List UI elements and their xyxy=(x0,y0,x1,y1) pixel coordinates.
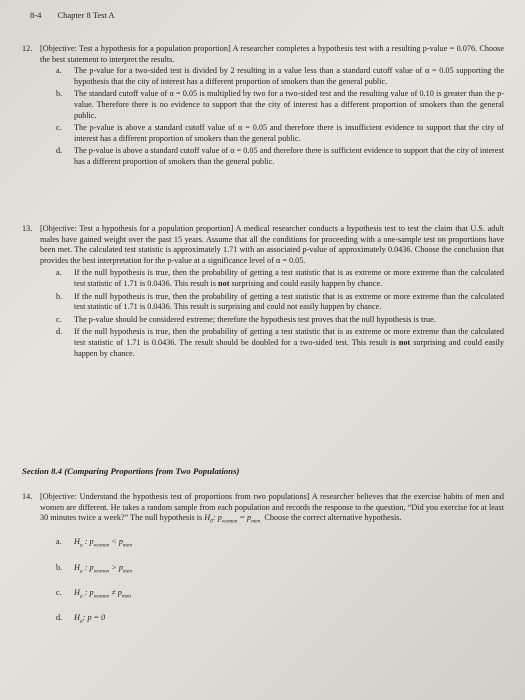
option-c[interactable]: c. The p-value should be considered extreme; therefore the hypothesis test proves that the null hypothesis is true. xyxy=(56,314,436,324)
option-d[interactable]: d. $H_a$: p = 0 xyxy=(56,613,106,625)
question-prompt: [Objective: Test a hypothesis for a population proportion] A medical researcher conducts a hypothesis test to test the claim that U.S. adult males have gained weight over the past 15 years. Assume that all the conditions for proceeding with a one-sample test on proportions have been met. The calculated test statistic is approximately 1.71 with an associated p-value of approximately 0.0436. Choose the conclusion that provides the best interpretation for the p-value at a significance level of α = 0.05. xyxy=(40,224,504,265)
option-a[interactable]: a. If the null hypothesis is true, then the probability of getting a test statistic that is as extreme or more extreme than the calculated test statistic of 1.71 is 0.0436. This result is not surprising and could easily happen by chance. xyxy=(56,268,504,288)
option-c[interactable]: c. The p-value is above a standard cutoff value of α = 0.05 and therefore there is insufficient evidence to support that the city of interest has a different proportion of smokers than the general public. xyxy=(56,123,504,143)
option-a[interactable]: a. The p-value for a two-sided test is divided by 2 resulting in a value less than a standard cutoff value of α = 0.05 supporting the hypothesis that the city of interest has a different proportion of smokers than the general public. xyxy=(56,66,504,86)
option-b[interactable]: b. The standard cutoff value of α = 0.05 is multiplied by two for a two-sided test and the resulting value of 0.10 is greater than the p-value. Therefore there is no evidence to support that the city of interest has a different proportion of smokers than the general public. xyxy=(56,89,504,120)
options-list xyxy=(56,66,504,167)
question-13 xyxy=(22,224,504,361)
question-12 xyxy=(22,44,504,170)
options-list xyxy=(56,268,504,359)
option-c[interactable]: c. $H_a$ : $p_{women} \ne p_{men}$ xyxy=(56,587,132,600)
question-number: 14. xyxy=(22,492,33,501)
null-hypothesis: $H_0$: $p_{women} = p_{men}$ xyxy=(204,513,261,525)
section-heading: Section 8.4 (Comparing Proportions from Two Populations) xyxy=(22,466,240,476)
page-number: 8-4 xyxy=(30,10,42,20)
question-14 xyxy=(22,492,504,638)
option-d[interactable]: d. If the null hypothesis is true, then the probability of getting a test statistic that is as extreme or more extreme than the calculated test statistic of 1.71 is 0.0436. The result should be doubled for a two-sided test. This result is not surprising and could easily happen by chance. xyxy=(56,327,504,358)
question-number: 13. xyxy=(22,224,33,233)
options-list xyxy=(56,537,504,627)
question-number: 12. xyxy=(22,44,33,53)
question-prompt: [Objective: Test a hypothesis for a population proportion] A researcher completes a hypothesis test with a resulting p-value = 0.076. Choose the best statement to interpret the results. xyxy=(40,44,504,64)
option-a[interactable]: a. $H_a$ : $p_{women} < p_{men}$ xyxy=(56,537,133,550)
option-b[interactable]: b. $H_a$ : $p_{women} > p_{men}$ xyxy=(56,562,133,575)
option-b[interactable]: b. If the null hypothesis is true, then the probability of getting a test statistic that is as extreme or more extreme than the calculated test statistic of 1.71 is 0.0436. This result is surprising and could not easily happen by chance. xyxy=(56,291,504,312)
page-header xyxy=(30,10,129,20)
option-d[interactable]: d. The p-value is above a standard cutoff value of α = 0.05 and therefore there is sufficient evidence to support that the city of interest has a different proportion of smokers than the general public. xyxy=(56,146,504,166)
chapter-title: Chapter 8 Test A xyxy=(57,10,115,20)
question-prompt: [Objective: Understand the hypothesis test of proportions from two populations] A researcher believes that the exercise habits of men and women are different. He takes a random sample from each population and records the response to the question, “Did you exercise for at least 30 minutes twice a week?” The null hypothesis is $H_0$: $p_{women} = p_{men}$ Choose the correct alternative hypothesis. xyxy=(40,492,504,525)
